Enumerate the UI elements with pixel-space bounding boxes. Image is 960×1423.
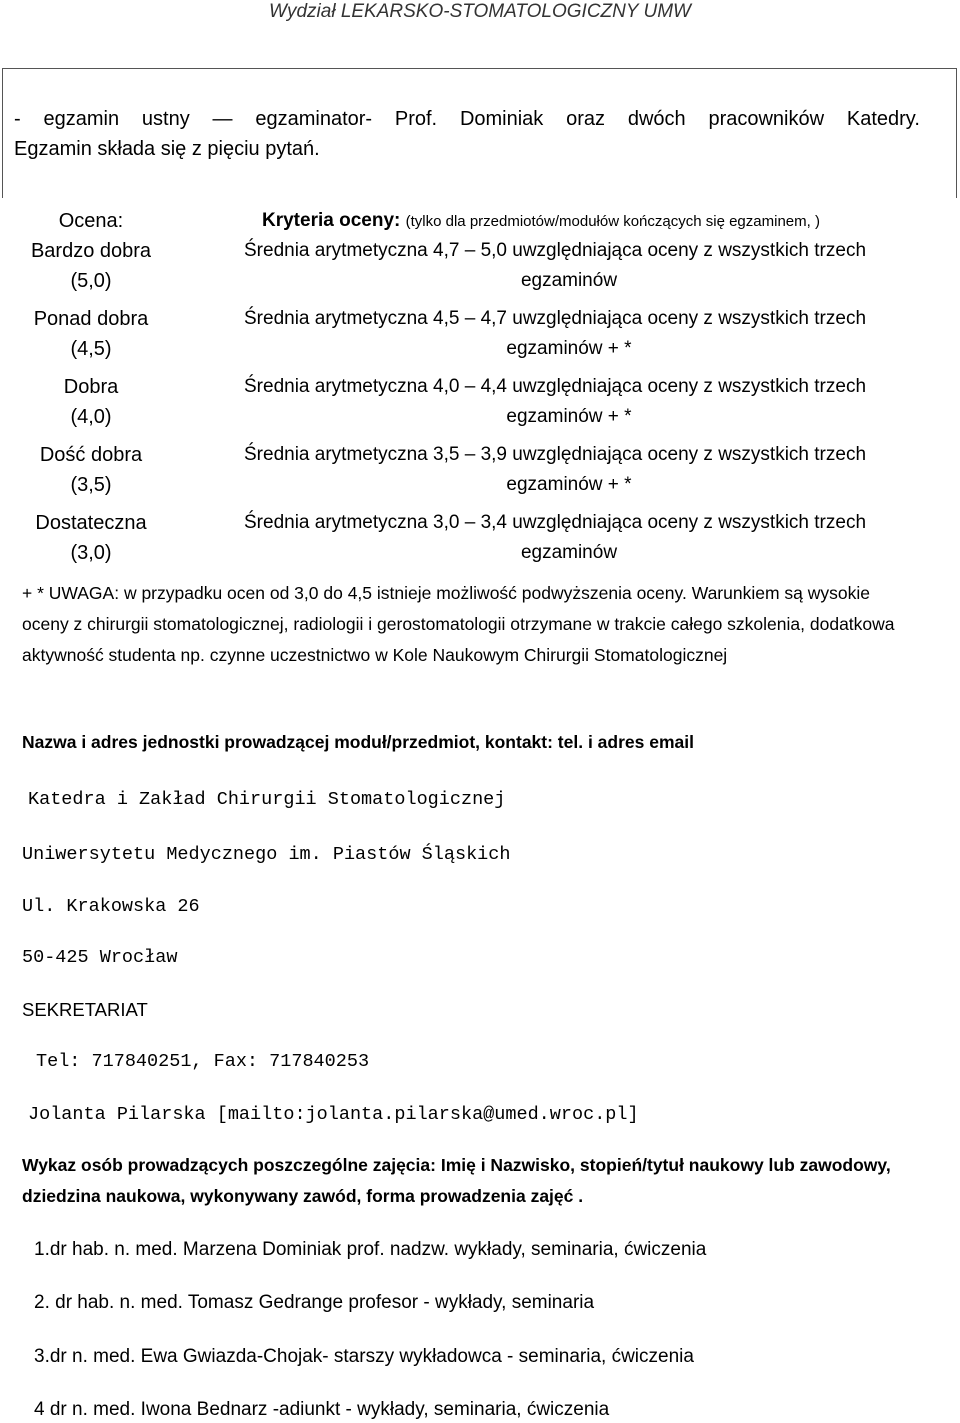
grading-row: [0, 236, 960, 304]
exam-description-line2: Egzamin składa się z pięciu pytań.: [14, 138, 320, 160]
grade-cell: [0, 236, 182, 296]
grade-cell: [0, 440, 182, 500]
grade-name: Dobra: [63, 376, 119, 398]
criteria-header-note: (tylko dla przedmiotów/modułów kończących się egzaminem, ): [405, 213, 820, 230]
grading-row: [0, 372, 960, 440]
grade-name: Dostateczna: [35, 512, 147, 534]
word: Prof.: [394, 108, 438, 130]
grade-name: Ponad dobra: [33, 308, 149, 330]
grading-row: [0, 508, 960, 576]
staff-item: 3.dr n. med. Ewa Gwiazda-Chojak- starszy wykładowca - seminaria, ćwiczenia: [34, 1346, 694, 1367]
staff-item: 1.dr hab. n. med. Marzena Dominiak prof. nadzw. wykłady, seminaria, ćwiczenia: [34, 1239, 707, 1260]
criteria-text: Średnia arytmetyczna 4,7 – 5,0 uwzględniająca oceny z wszystkich trzech: [244, 240, 867, 261]
unit-secretariat: SEKRETARIAT: [22, 999, 148, 1020]
unit-street: Ul. Krakowska 26: [22, 896, 200, 917]
unit-name: Katedra i Zakład Chirurgii Stomatologicznej: [28, 789, 506, 810]
word: ustny: [141, 108, 190, 130]
word: pracowników: [708, 108, 825, 130]
staff-item: 2. dr hab. n. med. Tomasz Gedrange profesor - wykłady, seminaria: [34, 1292, 595, 1313]
word: oraz: [566, 108, 606, 130]
criteria-text-cont: egzaminów: [520, 542, 618, 563]
criteria-cell: [244, 236, 894, 296]
criteria-header-label: Kryteria oceny:: [262, 210, 401, 231]
grading-row: [0, 440, 960, 508]
grade-name: Bardzo dobra: [30, 240, 152, 262]
criteria-text-cont: egzaminów + *: [506, 406, 632, 427]
unit-city: 50-425 Wrocław: [22, 947, 178, 968]
grade-raise-note: + * UWAGA: w przypadku ocen od 3,0 do 4,5 istnieje możliwość podwyższenia oceny. Warunkiem są wysokie oceny z chirurgii stomatologicznej, radiologii i gerostomatologii otrzymane w trakcie całego szkolenia, dodatkowa aktywność studenta np. czynne uczestnictwo w Kole Naukowym Chirurgii Stomatologicznej: [22, 583, 895, 665]
criteria-cell: [244, 440, 894, 500]
grade-cell: [0, 304, 182, 364]
criteria-text: Średnia arytmetyczna 4,0 – 4,4 uwzględniająca oceny z wszystkich trzech: [244, 376, 867, 397]
criteria-text: Średnia arytmetyczna 4,5 – 4,7 uwzględniająca oceny z wszystkich trzech: [244, 308, 867, 329]
grade-value: (5,0): [70, 270, 112, 292]
criteria-cell: [244, 372, 894, 432]
word: egzaminator-: [255, 108, 373, 130]
grade-cell: [0, 372, 182, 432]
grading-table: [0, 206, 960, 576]
grade-value: (4,5): [70, 338, 112, 360]
criteria-text: Średnia arytmetyczna 3,0 – 3,4 uwzględniająca oceny z wszystkich trzech: [244, 512, 867, 533]
criteria-text: Średnia arytmetyczna 3,5 – 3,9 uwzględniająca oceny z wszystkich trzech: [244, 444, 867, 465]
unit-university: Uniwersytetu Medycznego im. Piastów Śląskich: [22, 844, 511, 865]
exam-description: [14, 104, 920, 164]
word: -: [14, 108, 21, 130]
staff-heading: Wykaz osób prowadzących poszczególne zajęcia: Imię i Nazwisko, stopień/tytuł naukowy lub zawodowy, dziedzina naukowa, wykonywany zawód, forma prowadzenia zajęć .: [22, 1155, 891, 1206]
grading-row: [0, 304, 960, 372]
unit-heading: Nazwa i adres jednostki prowadzącej moduł/przedmiot, kontakt: tel. i adres email: [22, 732, 694, 752]
grade-cell: [0, 508, 182, 568]
word: Katedry.: [846, 108, 920, 130]
grade-column-header: Ocena:: [58, 210, 124, 232]
criteria-column-header: [262, 206, 942, 237]
unit-phone-fax: Tel: 717840251, Fax: 717840253: [36, 1051, 370, 1072]
criteria-text-cont: egzaminów + *: [506, 338, 632, 359]
word: dwóch: [627, 108, 686, 130]
grading-header-row: [0, 206, 960, 236]
criteria-text-cont: egzaminów: [520, 270, 618, 291]
exam-description-line1: [14, 104, 920, 134]
grade-value: (4,0): [70, 406, 112, 428]
criteria-cell: [244, 304, 894, 364]
criteria-cell: [244, 508, 894, 568]
word: egzamin: [43, 108, 120, 130]
word: —: [212, 108, 233, 130]
word: Dominiak: [459, 108, 544, 130]
grade-value: (3,5): [70, 474, 112, 496]
grade-name: Dość dobra: [39, 444, 143, 466]
criteria-text-cont: egzaminów + *: [506, 474, 632, 495]
unit-contact-email: Jolanta Pilarska [mailto:jolanta.pilarska@umed.wroc.pl]: [28, 1104, 639, 1125]
page-header: Wydział LEKARSKO-STOMATOLOGICZNY UMW: [269, 1, 691, 22]
staff-item: 4 dr n. med. Iwona Bednarz -adiunkt - wykłady, seminaria, ćwiczenia: [34, 1399, 610, 1420]
grade-value: (3,0): [70, 542, 112, 564]
